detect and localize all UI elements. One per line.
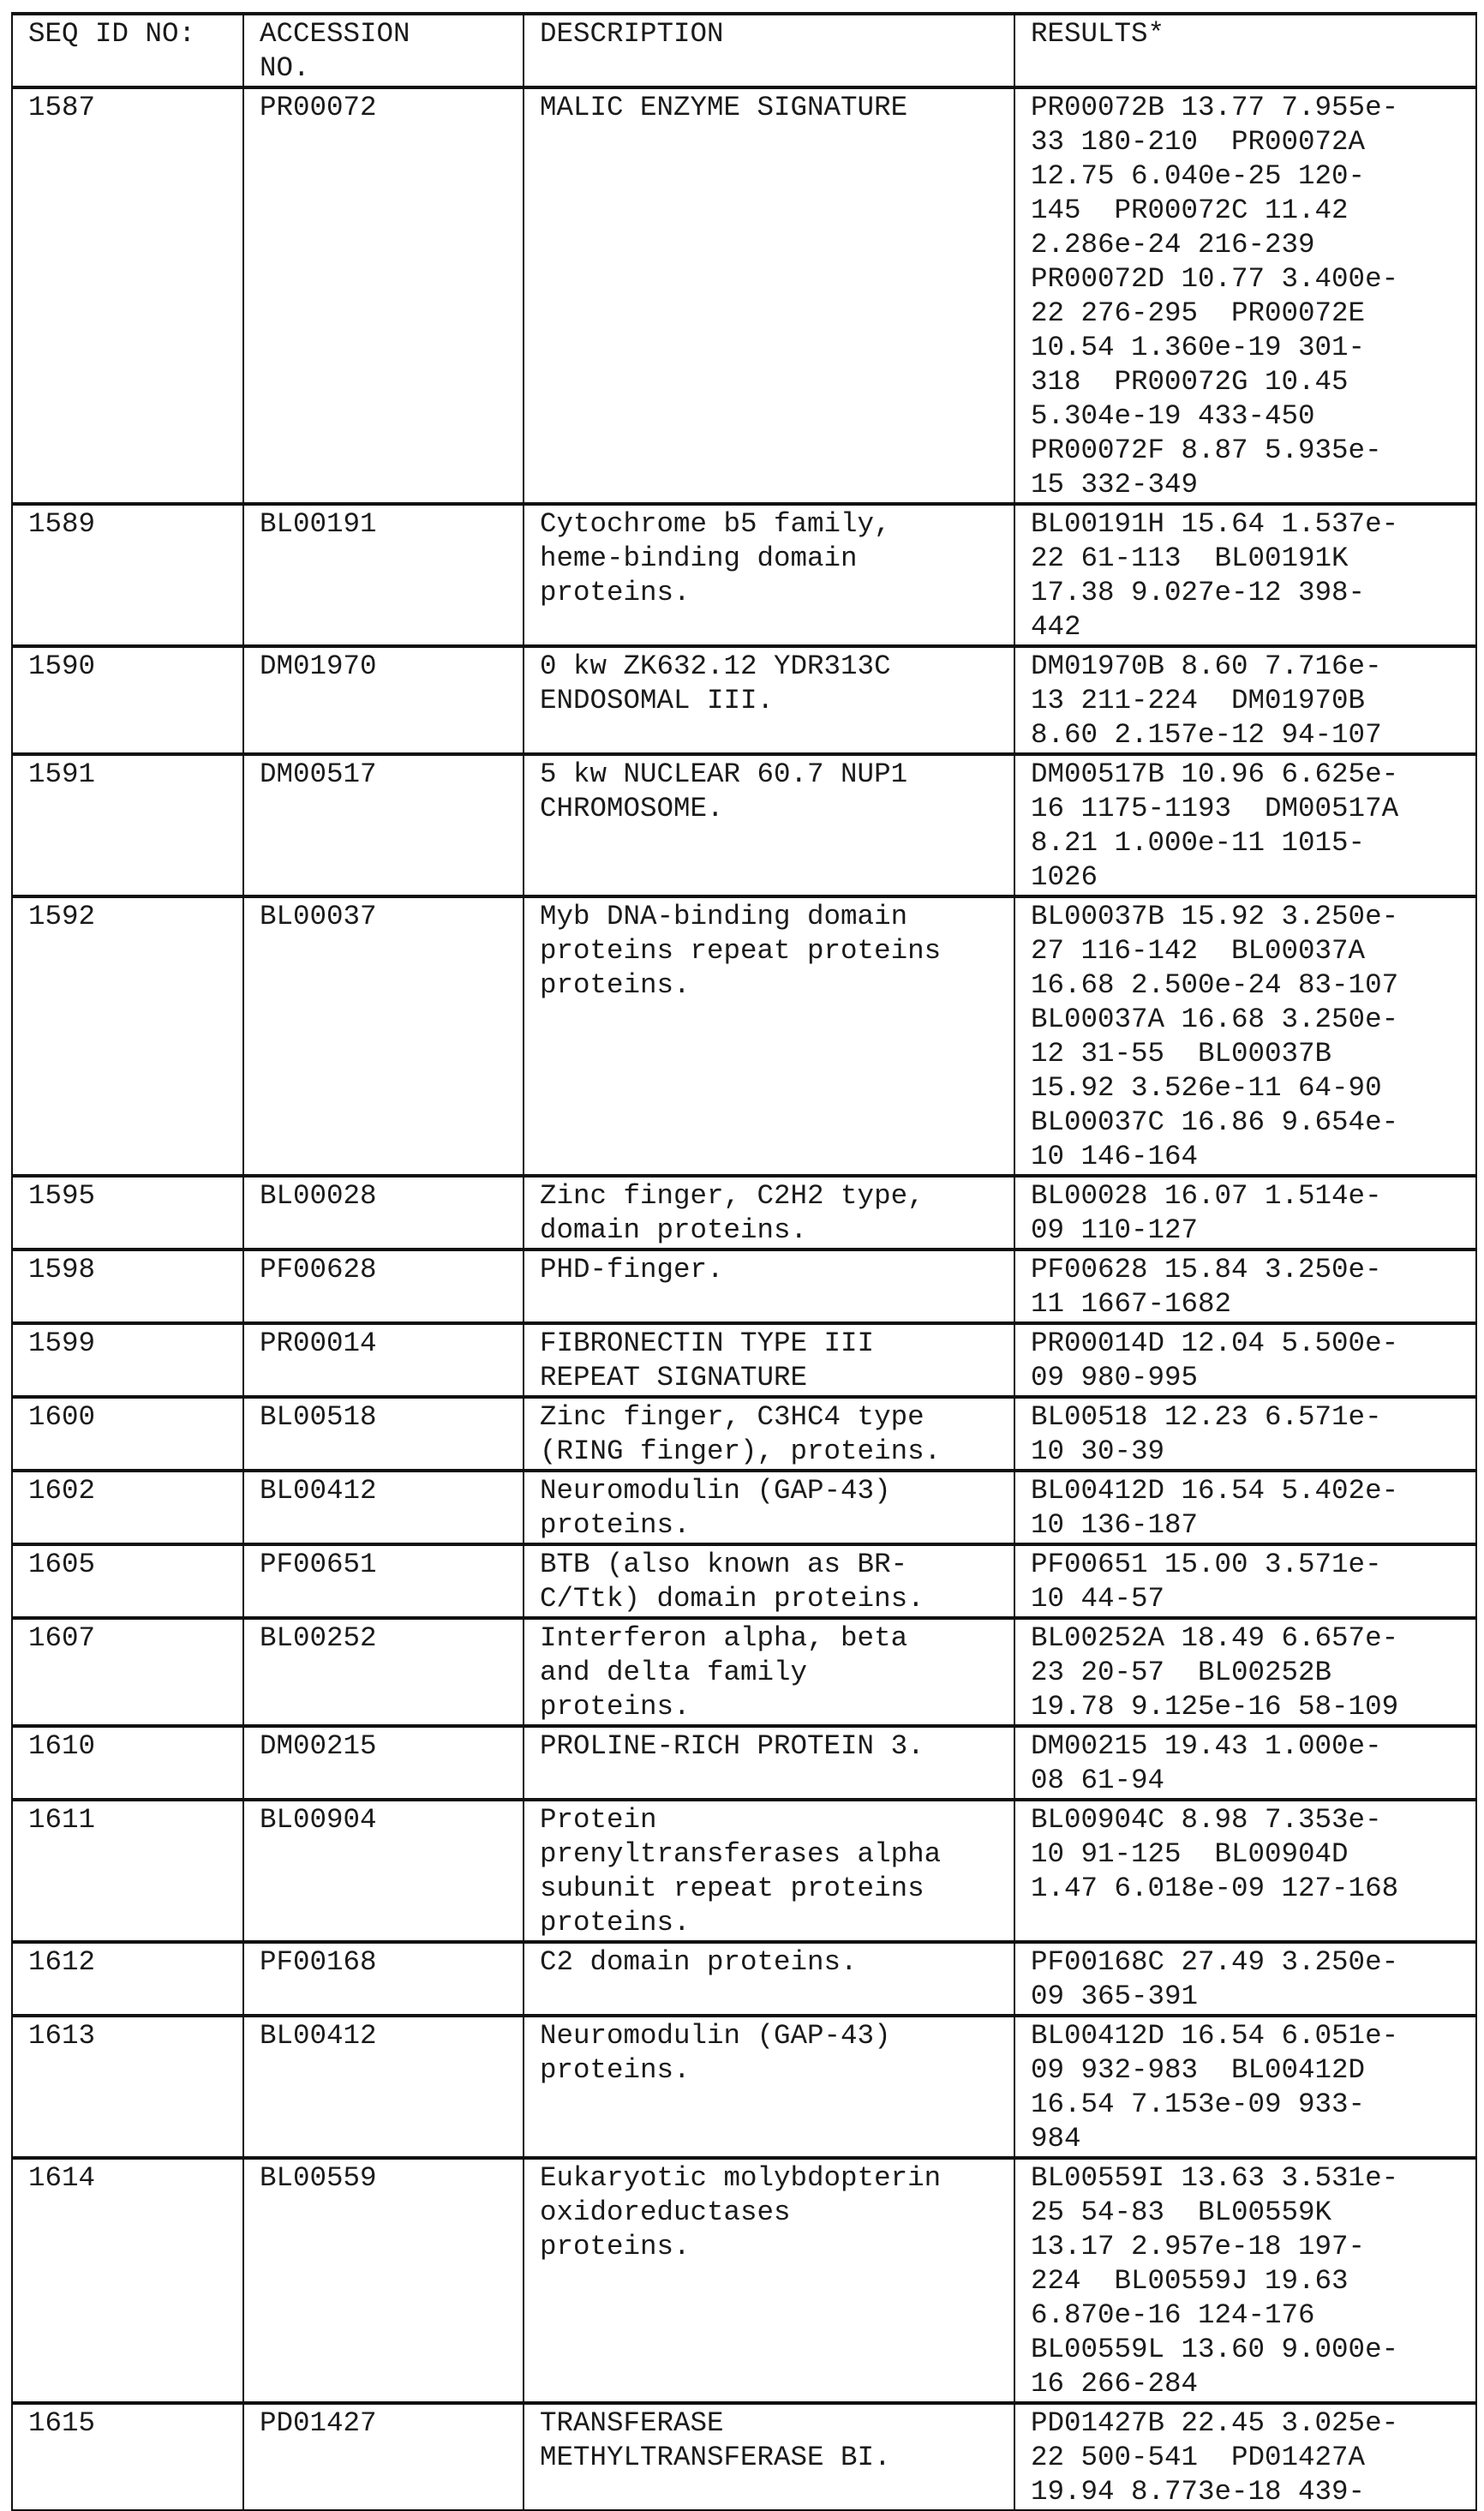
description-cell xyxy=(524,1250,1014,1323)
cell-line: 17.38 9.027e-12 398- xyxy=(1031,577,1366,608)
cell-line: proteins. xyxy=(540,2231,691,2262)
cell-line: 442 xyxy=(1031,611,1081,643)
seq-id-cell xyxy=(12,1176,243,1250)
accession-text: PF00168 xyxy=(260,1946,377,1978)
seq-id-text: 1615 xyxy=(28,2407,96,2439)
accession-cell xyxy=(243,1397,524,1471)
cell-line: 10 44-57 xyxy=(1031,1583,1165,1615)
accession-cell xyxy=(243,2158,524,2403)
seq-id-cell xyxy=(12,1800,243,1942)
table-row xyxy=(12,87,1476,504)
cell-line: DESCRIPTION xyxy=(540,18,724,50)
cell-line: 12 31-55 BL00037B xyxy=(1031,1038,1332,1070)
table-row xyxy=(12,1942,1476,2016)
cell-line: BL00904C 8.98 7.353e- xyxy=(1031,1804,1382,1836)
seq-id-cell xyxy=(12,2403,243,2510)
accession-text: PF00628 xyxy=(260,1254,377,1285)
seq-id-text: 1611 xyxy=(28,1804,96,1836)
seq-id-cell xyxy=(12,87,243,504)
cell-line: 8.60 2.157e-12 94-107 xyxy=(1031,719,1382,751)
cell-line: 5.304e-19 433-450 xyxy=(1031,400,1315,432)
cell-line: 0 kw ZK632.12 YDR313C xyxy=(540,650,891,682)
results-cell xyxy=(1014,1176,1476,1250)
cell-line: and delta family xyxy=(540,1657,808,1688)
cell-line: BL00559L 13.60 9.000e- xyxy=(1031,2334,1399,2365)
accession-text: BL00518 xyxy=(260,1401,377,1433)
header-description xyxy=(524,14,1014,87)
accession-text: PD01427 xyxy=(260,2407,377,2439)
seq-id-cell xyxy=(12,2016,243,2158)
accession-cell xyxy=(243,896,524,1176)
seq-id-text: 1614 xyxy=(28,2162,96,2194)
cell-line: BL00412D 16.54 5.402e- xyxy=(1031,1475,1399,1507)
accession-text: BL00191 xyxy=(260,508,377,540)
cell-line: PR00014D 12.04 5.500e- xyxy=(1031,1327,1399,1359)
cell-line: 10 30-39 xyxy=(1031,1435,1165,1467)
cell-line: PF00168C 27.49 3.250e- xyxy=(1031,1946,1399,1978)
cell-line: BL00028 16.07 1.514e- xyxy=(1031,1180,1382,1212)
table-row xyxy=(12,1397,1476,1471)
seq-id-cell xyxy=(12,1544,243,1618)
cell-line: 22 61-113 BL00191K xyxy=(1031,542,1349,574)
accession-text: PR00072 xyxy=(260,92,377,123)
accession-cell xyxy=(243,1471,524,1544)
accession-text: DM01970 xyxy=(260,650,377,682)
seq-id-text: 1587 xyxy=(28,92,96,123)
description-cell xyxy=(524,504,1014,646)
seq-id-text: 1610 xyxy=(28,1730,96,1762)
results-cell xyxy=(1014,1397,1476,1471)
cell-line: domain proteins. xyxy=(540,1214,808,1246)
cell-line: 22 276-295 PR00072E xyxy=(1031,297,1366,329)
cell-line: BL00412D 16.54 6.051e- xyxy=(1031,2020,1399,2052)
header-accession xyxy=(243,14,524,87)
cell-line: PR00072D 10.77 3.400e- xyxy=(1031,263,1399,295)
cell-line: DM00215 19.43 1.000e- xyxy=(1031,1730,1382,1762)
cell-line: 13 211-224 DM01970B xyxy=(1031,685,1366,716)
cell-line: proteins. xyxy=(540,969,691,1001)
results-cell xyxy=(1014,1942,1476,2016)
accession-text: BL00904 xyxy=(260,1804,377,1836)
seq-id-cell xyxy=(12,646,243,754)
description-cell xyxy=(524,1800,1014,1942)
results-cell xyxy=(1014,646,1476,754)
results-cell xyxy=(1014,896,1476,1176)
cell-line: 10 136-187 xyxy=(1031,1509,1199,1541)
results-cell xyxy=(1014,2016,1476,2158)
accession-cell xyxy=(243,646,524,754)
cell-line: 09 980-995 xyxy=(1031,1362,1199,1393)
cell-line: 23 20-57 BL00252B xyxy=(1031,1657,1332,1688)
cell-line: Neuromodulin (GAP-43) xyxy=(540,2020,891,2052)
description-cell xyxy=(524,2403,1014,2510)
table-row xyxy=(12,1323,1476,1397)
cell-line: 13.17 2.957e-18 197- xyxy=(1031,2231,1366,2262)
description-cell xyxy=(524,1176,1014,1250)
cell-line: (RING finger), proteins. xyxy=(540,1435,942,1467)
cell-line: BL00037C 16.86 9.654e- xyxy=(1031,1106,1399,1138)
results-cell xyxy=(1014,1323,1476,1397)
description-cell xyxy=(524,1544,1014,1618)
cell-line: 09 932-983 BL00412D xyxy=(1031,2054,1366,2086)
cell-line: ACCESSION xyxy=(260,18,410,50)
cell-line: 15 332-349 xyxy=(1031,469,1199,500)
header-seq-id xyxy=(12,14,243,87)
cell-line: Eukaryotic molybdopterin xyxy=(540,2162,942,2194)
seq-id-cell xyxy=(12,754,243,896)
seq-id-text: 1612 xyxy=(28,1946,96,1978)
results-cell xyxy=(1014,504,1476,646)
cell-line: Protein xyxy=(540,1804,657,1836)
cell-line: PROLINE-RICH PROTEIN 3. xyxy=(540,1730,925,1762)
accession-cell xyxy=(243,1942,524,2016)
seq-id-cell xyxy=(12,1471,243,1544)
seq-id-text: 1589 xyxy=(28,508,96,540)
seq-id-text: 1607 xyxy=(28,1622,96,1654)
cell-line: proteins. xyxy=(540,1907,691,1939)
description-cell xyxy=(524,1942,1014,2016)
seq-id-cell xyxy=(12,1618,243,1726)
cell-line: 145 PR00072C 11.42 xyxy=(1031,195,1349,226)
seq-id-cell xyxy=(12,504,243,646)
cell-line: 224 BL00559J 19.63 xyxy=(1031,2265,1349,2297)
cell-line: Myb DNA-binding domain xyxy=(540,901,908,932)
table-row xyxy=(12,1618,1476,1726)
results-cell xyxy=(1014,1800,1476,1942)
table-row xyxy=(12,1800,1476,1942)
accession-text: BL00412 xyxy=(260,2020,377,2052)
cell-line: heme-binding domain xyxy=(540,542,858,574)
cell-line: 16.54 7.153e-09 933- xyxy=(1031,2089,1366,2120)
seq-id-text: 1613 xyxy=(28,2020,96,2052)
seq-id-text: 1599 xyxy=(28,1327,96,1359)
description-cell xyxy=(524,1323,1014,1397)
description-cell xyxy=(524,1726,1014,1800)
accession-text: BL00037 xyxy=(260,901,377,932)
cell-line: 16.68 2.500e-24 83-107 xyxy=(1031,969,1399,1001)
table-row xyxy=(12,504,1476,646)
cell-line: proteins. xyxy=(540,2054,691,2086)
table-row xyxy=(12,1726,1476,1800)
results-cell xyxy=(1014,1618,1476,1726)
seq-id-cell xyxy=(12,1726,243,1800)
cell-line: 1.47 6.018e-09 127-168 xyxy=(1031,1873,1399,1904)
cell-line: 11 1667-1682 xyxy=(1031,1288,1232,1320)
accession-text: DM00215 xyxy=(260,1730,377,1762)
cell-line: MALIC ENZYME SIGNATURE xyxy=(540,92,908,123)
results-cell xyxy=(1014,1544,1476,1618)
seq-id-text: 1598 xyxy=(28,1254,96,1285)
seq-id-cell xyxy=(12,1397,243,1471)
seq-id-cell xyxy=(12,1323,243,1397)
results-cell xyxy=(1014,87,1476,504)
description-cell xyxy=(524,87,1014,504)
accession-cell xyxy=(243,504,524,646)
cell-line: proteins. xyxy=(540,577,691,608)
table-row xyxy=(12,646,1476,754)
cell-line: BL00037A 16.68 3.250e- xyxy=(1031,1004,1399,1035)
seq-id-text: 1590 xyxy=(28,650,96,682)
accession-text: PF00651 xyxy=(260,1549,377,1580)
seq-id-text: 1595 xyxy=(28,1180,96,1212)
table-row xyxy=(12,2158,1476,2403)
seq-id-text: 1605 xyxy=(28,1549,96,1580)
cell-line: proteins. xyxy=(540,1509,691,1541)
accession-cell xyxy=(243,87,524,504)
accession-cell xyxy=(243,1726,524,1800)
cell-line: 16 266-284 xyxy=(1031,2368,1199,2400)
cell-line: 25 54-83 BL00559K xyxy=(1031,2196,1332,2228)
cell-line: REPEAT SIGNATURE xyxy=(540,1362,808,1393)
cell-line: 16 1175-1193 DM00517A xyxy=(1031,793,1399,824)
cell-line: BL00191H 15.64 1.537e- xyxy=(1031,508,1399,540)
cell-line: BL00559I 13.63 3.531e- xyxy=(1031,2162,1399,2194)
cell-line: Neuromodulin (GAP-43) xyxy=(540,1475,891,1507)
cell-line: 6.870e-16 124-176 xyxy=(1031,2299,1315,2331)
accession-cell xyxy=(243,2016,524,2158)
table-row xyxy=(12,1471,1476,1544)
seq-id-text: 1592 xyxy=(28,901,96,932)
accession-cell xyxy=(243,1800,524,1942)
cell-line: 10.54 1.360e-19 301- xyxy=(1031,332,1366,363)
cell-line: NO. xyxy=(260,52,310,84)
cell-line: 10 146-164 xyxy=(1031,1141,1199,1172)
accession-text: BL00028 xyxy=(260,1180,377,1212)
cell-line: BL00518 12.23 6.571e- xyxy=(1031,1401,1382,1433)
cell-line: C/Ttk) domain proteins. xyxy=(540,1583,925,1615)
cell-line: Interferon alpha, beta xyxy=(540,1622,908,1654)
seq-id-cell xyxy=(12,1250,243,1323)
seq-id-cell xyxy=(12,2158,243,2403)
cell-line: subunit repeat proteins xyxy=(540,1873,925,1904)
results-cell xyxy=(1014,1471,1476,1544)
cell-line: 984 xyxy=(1031,2123,1081,2154)
table-body xyxy=(12,87,1476,2510)
cell-line: PHD-finger. xyxy=(540,1254,724,1285)
accession-text: PR00014 xyxy=(260,1327,377,1359)
results-cell xyxy=(1014,1250,1476,1323)
cell-line: 19.94 8.773e-18 439- xyxy=(1031,2476,1366,2508)
cell-line: 10 91-125 BL00904D xyxy=(1031,1838,1349,1870)
cell-line: PF00651 15.00 3.571e- xyxy=(1031,1549,1382,1580)
table-row xyxy=(12,1250,1476,1323)
cell-line: Zinc finger, C2H2 type, xyxy=(540,1180,925,1212)
cell-line: proteins repeat proteins xyxy=(540,935,942,967)
cell-line: 15.92 3.526e-11 64-90 xyxy=(1031,1072,1382,1104)
seq-id-text: 1600 xyxy=(28,1401,96,1433)
cell-line: prenyltransferases alpha xyxy=(540,1838,942,1870)
results-cell xyxy=(1014,2403,1476,2510)
cell-line: DM00517B 10.96 6.625e- xyxy=(1031,758,1399,790)
accession-cell xyxy=(243,754,524,896)
cell-line: CHROMOSOME. xyxy=(540,793,724,824)
table-row xyxy=(12,896,1476,1176)
cell-line: 2.286e-24 216-239 xyxy=(1031,229,1315,261)
results-cell xyxy=(1014,754,1476,896)
table-row xyxy=(12,2403,1476,2510)
cell-line: ENDOSOMAL III. xyxy=(540,685,775,716)
cell-line: 09 365-391 xyxy=(1031,1981,1199,2012)
cell-line: TRANSFERASE xyxy=(540,2407,724,2439)
header-results xyxy=(1014,14,1476,87)
results-cell xyxy=(1014,1726,1476,1800)
cell-line: FIBRONECTIN TYPE III xyxy=(540,1327,875,1359)
cell-line: PR00072B 13.77 7.955e- xyxy=(1031,92,1399,123)
cell-line: DM01970B 8.60 7.716e- xyxy=(1031,650,1382,682)
cell-line: 19.78 9.125e-16 58-109 xyxy=(1031,1691,1399,1723)
cell-line: proteins. xyxy=(540,1691,691,1723)
seq-id-text: 1591 xyxy=(28,758,96,790)
description-cell xyxy=(524,646,1014,754)
accession-cell xyxy=(243,1544,524,1618)
cell-line: 08 61-94 xyxy=(1031,1765,1165,1796)
cell-line: BTB (also known as BR- xyxy=(540,1549,908,1580)
table-row xyxy=(12,1176,1476,1250)
cell-line: RESULTS* xyxy=(1031,18,1165,50)
accession-text: BL00252 xyxy=(260,1622,377,1654)
cell-line: PR00072F 8.87 5.935e- xyxy=(1031,434,1382,466)
cell-line: PD01427B 22.45 3.025e- xyxy=(1031,2407,1399,2439)
cell-line: 1026 xyxy=(1031,861,1098,893)
description-cell xyxy=(524,896,1014,1176)
cell-line: 09 110-127 xyxy=(1031,1214,1199,1246)
cell-line: PF00628 15.84 3.250e- xyxy=(1031,1254,1382,1285)
table-row xyxy=(12,1544,1476,1618)
seq-id-cell xyxy=(12,1942,243,2016)
cell-line: BL00037B 15.92 3.250e- xyxy=(1031,901,1399,932)
seq-id-text: 1602 xyxy=(28,1475,96,1507)
cell-line: 318 PR00072G 10.45 xyxy=(1031,366,1349,398)
cell-line: 5 kw NUCLEAR 60.7 NUP1 xyxy=(540,758,908,790)
cell-line: BL00252A 18.49 6.657e- xyxy=(1031,1622,1399,1654)
sequence-results-table xyxy=(11,12,1477,2511)
description-cell xyxy=(524,1618,1014,1726)
seq-id-cell xyxy=(12,896,243,1176)
accession-cell xyxy=(243,1618,524,1726)
cell-line: 12.75 6.040e-25 120- xyxy=(1031,160,1366,192)
description-cell xyxy=(524,2158,1014,2403)
cell-line: 8.21 1.000e-11 1015- xyxy=(1031,827,1366,859)
table-header-row xyxy=(12,14,1476,87)
cell-line: Cytochrome b5 family, xyxy=(540,508,891,540)
cell-line: 27 116-142 BL00037A xyxy=(1031,935,1366,967)
accession-cell xyxy=(243,1323,524,1397)
accession-cell xyxy=(243,1176,524,1250)
cell-line: oxidoreductases xyxy=(540,2196,791,2228)
description-cell xyxy=(524,2016,1014,2158)
accession-text: DM00517 xyxy=(260,758,377,790)
description-cell xyxy=(524,1397,1014,1471)
table-row xyxy=(12,2016,1476,2158)
accession-cell xyxy=(243,2403,524,2510)
description-cell xyxy=(524,754,1014,896)
table-row xyxy=(12,754,1476,896)
cell-line: METHYLTRANSFERASE BI. xyxy=(540,2442,891,2473)
accession-text: BL00559 xyxy=(260,2162,377,2194)
accession-cell xyxy=(243,1250,524,1323)
cell-line: 22 500-541 PD01427A xyxy=(1031,2442,1366,2473)
cell-line: Zinc finger, C3HC4 type xyxy=(540,1401,925,1433)
cell-line: C2 domain proteins. xyxy=(540,1946,858,1978)
cell-line: SEQ ID NO: xyxy=(28,18,196,50)
results-cell xyxy=(1014,2158,1476,2403)
accession-text: BL00412 xyxy=(260,1475,377,1507)
cell-line: 33 180-210 PR00072A xyxy=(1031,126,1366,158)
description-cell xyxy=(524,1471,1014,1544)
